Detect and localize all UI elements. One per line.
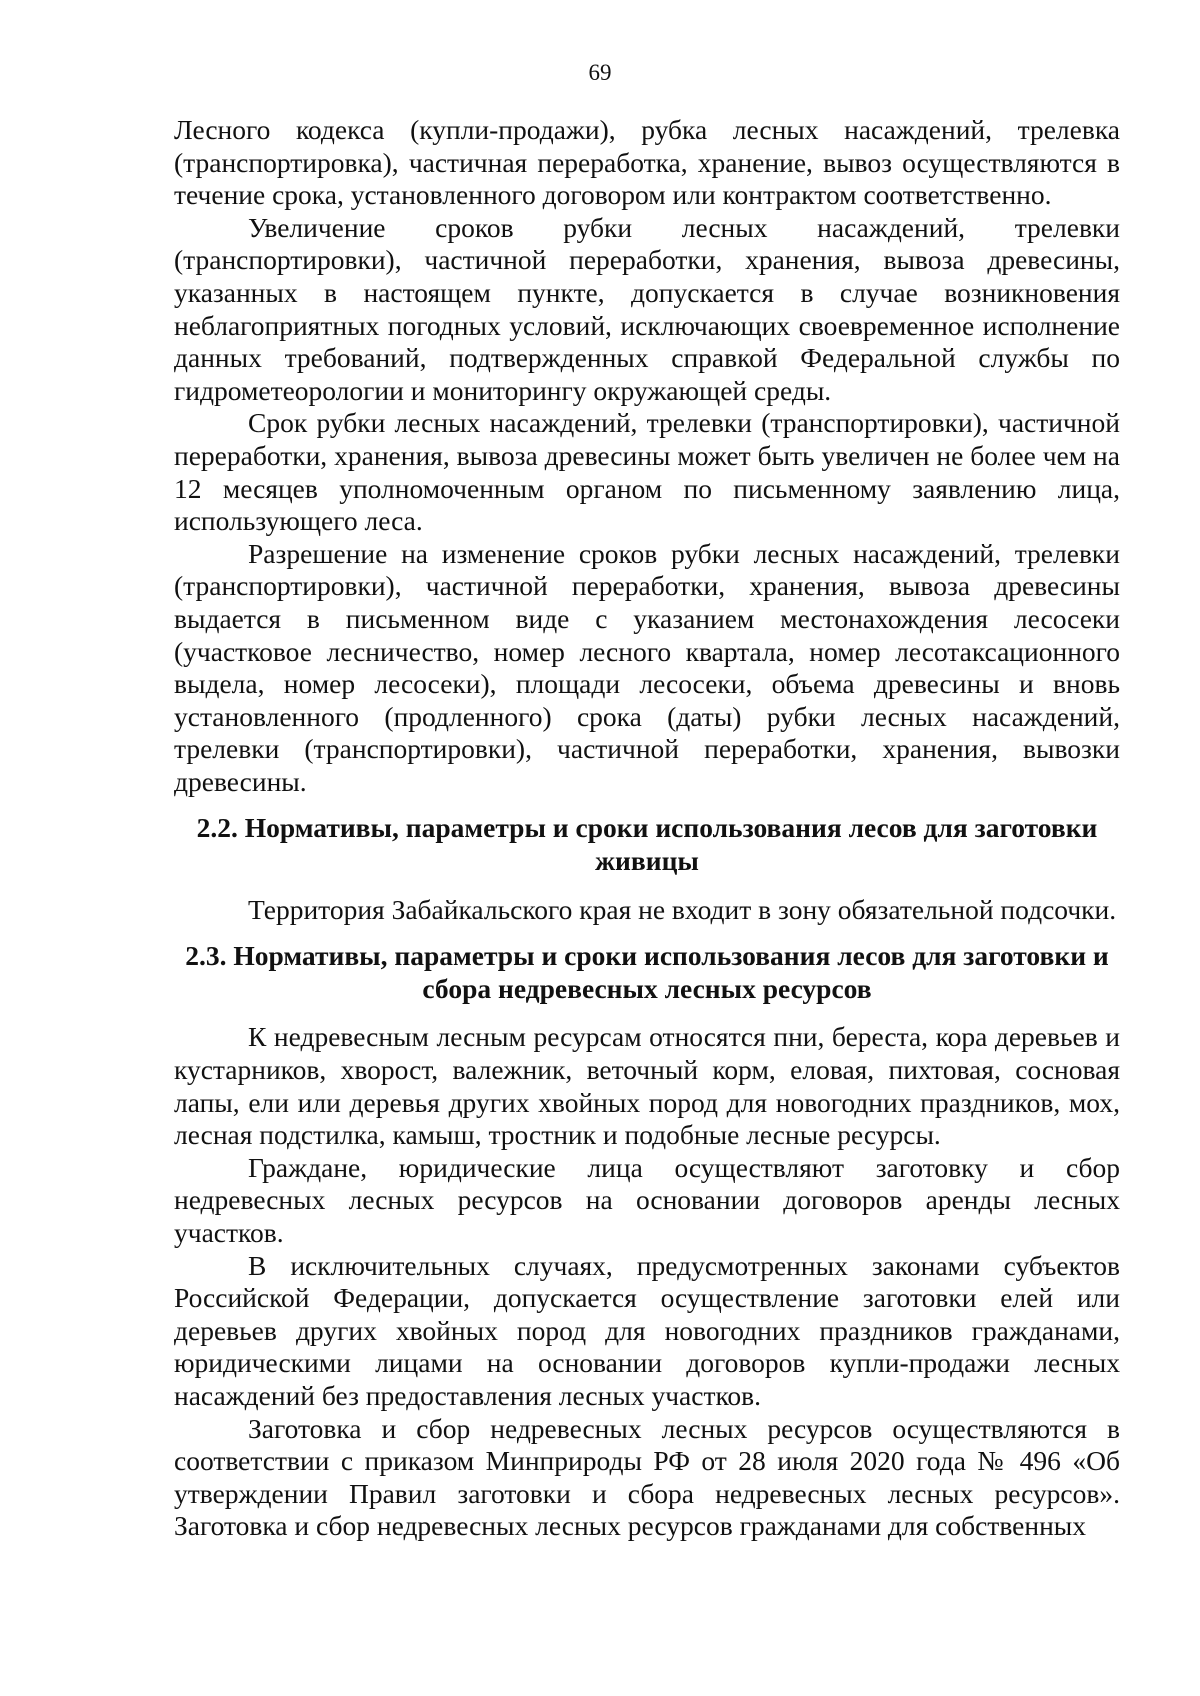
section-heading-2-2: 2.2. Нормативы, параметры и сроки использования лесов для заготовки живицы bbox=[196, 812, 1098, 877]
document-body bbox=[174, 114, 1120, 1543]
paragraph: Заготовка и сбор недревесных лесных ресурсов осуществляются в соответствии с приказом Минприроды РФ от 28 июля 2020 года № 496 «Об утверждении Правил заготовки и сбора недревесных лесных ресурсов». Заготовка и сбор недревесных лесных ресурсов гражданами для собственных bbox=[174, 1412, 1120, 1542]
paragraph: Территория Забайкальского края не входит в зону обязательной подсочки. bbox=[248, 893, 1117, 925]
paragraph: Разрешение на изменение сроков рубки лесных насаждений, трелевки (транспортировки), частичной переработки, хранения, вывоза древесины выдается в письменном виде с указанием местонахождения лесосеки (участковое лесничество, номер лесного квартала, номер лесотаксационного выдела, номер лесосеки), площади лесосеки, объема древесины и вновь установленного (продленного) срока (даты) рубки лесных насаждений, трелевки (транспортировки), частичной переработки, хранения, вывозки древесины. bbox=[174, 537, 1120, 797]
paragraph: Увеличение сроков рубки лесных насаждений, трелевки (транспортировки), частичной переработки, хранения, вывоза древесины, указанных в настоящем пункте, допускается в случае возникновения неблагоприятных погодных условий, исключающих своевременное исполнение данных требований, подтвержденных справкой Федеральной службы по гидрометеорологии и мониторингу окружающей среды. bbox=[174, 211, 1120, 406]
paragraph: К недревесным лесным ресурсам относятся пни, береста, кора деревьев и кустарников, хворост, валежник, веточный корм, еловая, пихтовая, сосновая лапы, ели или деревья других хвойных пород для новогодних праздников, мох, лесная подстилка, камыш, тростник и подобные лесные ресурсы. bbox=[174, 1021, 1120, 1151]
paragraph: Лесного кодекса (купли-продажи), рубка лесных насаждений, трелевка (транспортировка), частичная переработка, хранение, вывоз осуществляются в течение срока, установленного договором или контрактом соответственно. bbox=[174, 114, 1120, 211]
page-number: 69 bbox=[588, 60, 612, 85]
paragraph: В исключительных случаях, предусмотренных законами субъектов Российской Федерации, допускается осуществление заготовки елей или деревьев других хвойных пород для новогодних праздников гражданами, юридическими лицами на основании договоров купли-продажи лесных насаждений без предоставления лесных участков. bbox=[174, 1249, 1120, 1411]
paragraph: Срок рубки лесных насаждений, трелевки (транспортировки), частичной переработки, хранения, вывоза древесины может быть увеличен не более чем на 12 месяцев уполномоченным органом по письменному заявлению лица, использующего леса. bbox=[174, 407, 1120, 537]
paragraph: Граждане, юридические лица осуществляют заготовку и сбор недревесных лесных ресурсов на основании договоров аренды лесных участков. bbox=[174, 1151, 1120, 1248]
section-heading-2-3: 2.3. Нормативы, параметры и сроки использования лесов для заготовки и сбора недревесных лесных ресурсов bbox=[185, 940, 1109, 1004]
